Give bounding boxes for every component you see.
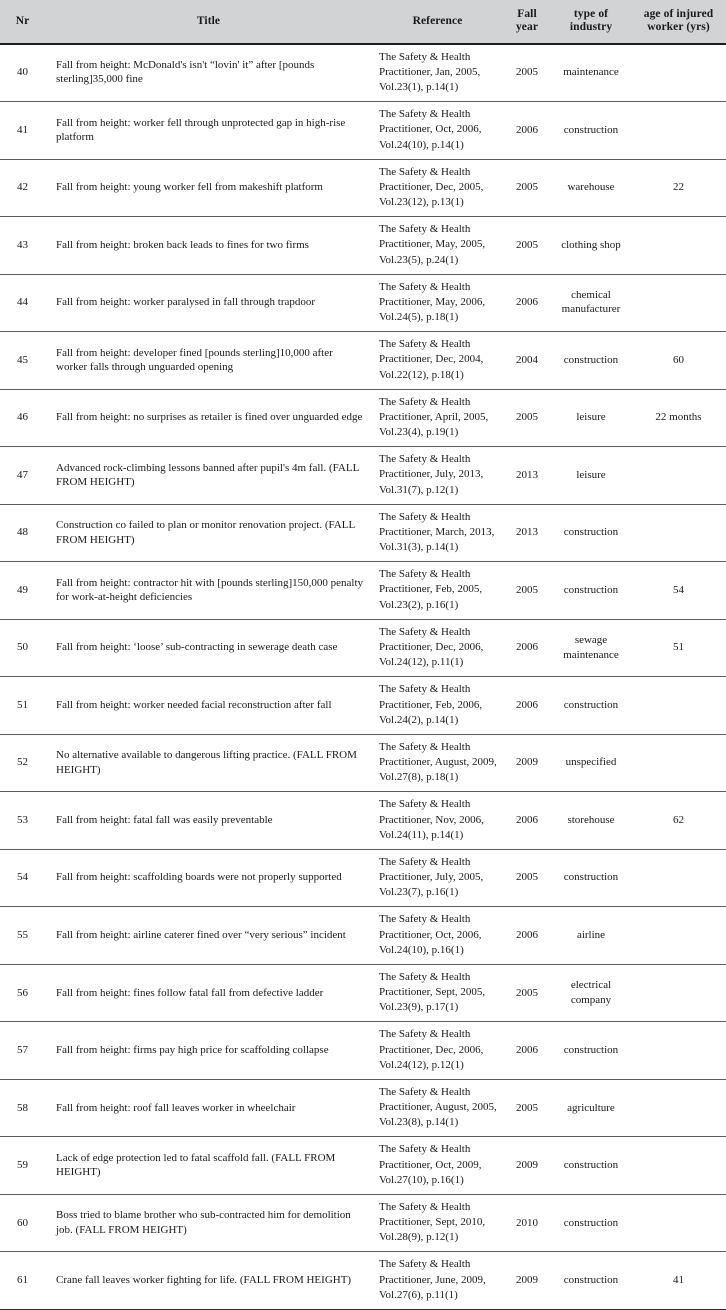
cell-nr: 53 [0, 792, 45, 850]
cell-reference: The Safety & Health Practitioner, August, 2009, Vol.27(8), p.18(1) [372, 734, 503, 792]
table-row [0, 619, 726, 677]
cell-fall-year: 2010 [503, 1194, 551, 1252]
cell-fall-year: 2006 [503, 619, 551, 677]
table-body [0, 44, 726, 1310]
table-row [0, 159, 726, 217]
cell-nr: 56 [0, 964, 45, 1022]
table-row [0, 274, 726, 332]
cell-reference: The Safety & Health Practitioner, Feb, 2006, Vol.24(2), p.14(1) [372, 677, 503, 735]
cell-type-of-industry: sewage maintenance [551, 619, 631, 677]
cell-title: Boss tried to blame brother who sub-contracted him for demolition job. (FALL FROM HEIGHT) [45, 1194, 372, 1252]
cell-nr: 45 [0, 332, 45, 390]
cell-fall-year: 2006 [503, 792, 551, 850]
table-row [0, 1252, 726, 1310]
column-header-nr: Nr [0, 1, 45, 44]
cell-title: Fall from height: young worker fell from makeshift platform [45, 159, 372, 217]
cell-fall-year: 2005 [503, 389, 551, 447]
cell-title: Fall from height: contractor hit with [pounds sterling]150,000 penalty for work-at-height deficiencies [45, 562, 372, 620]
table-row [0, 849, 726, 907]
table-row [0, 1079, 726, 1137]
cell-reference: The Safety & Health Practitioner, May, 2005, Vol.23(5), p.24(1) [372, 217, 503, 275]
table-row [0, 389, 726, 447]
table-row [0, 677, 726, 735]
cell-fall-year: 2005 [503, 159, 551, 217]
cell-type-of-industry: construction [551, 1252, 631, 1310]
cell-nr: 57 [0, 1022, 45, 1080]
cell-nr: 54 [0, 849, 45, 907]
table-row [0, 1194, 726, 1252]
cell-title: Fall from height: McDonald's isn't “lovin' it” after [pounds sterling]35,000 fine [45, 44, 372, 102]
cell-age-of-injured-worker: 60 [631, 332, 726, 390]
cell-reference: The Safety & Health Practitioner, Dec, 2005, Vol.23(12), p.13(1) [372, 159, 503, 217]
table-row [0, 102, 726, 160]
cell-type-of-industry: unspecified [551, 734, 631, 792]
cell-nr: 48 [0, 504, 45, 562]
cell-fall-year: 2006 [503, 1022, 551, 1080]
column-header-age-line1: age of injured [643, 8, 714, 20]
cell-fall-year: 2009 [503, 734, 551, 792]
column-header-industry-line1: type of [573, 8, 609, 20]
cell-title: Fall from height: scaffolding boards were not properly supported [45, 849, 372, 907]
cell-fall-year: 2006 [503, 677, 551, 735]
column-header-age-line2: worker (yrs) [647, 21, 710, 34]
column-header-type-of-industry [551, 1, 631, 44]
cell-type-of-industry: construction [551, 102, 631, 160]
cell-title: Fall from height: worker fell through unprotected gap in high-rise platform [45, 102, 372, 160]
table-header [0, 1, 726, 44]
cell-fall-year: 2005 [503, 217, 551, 275]
cell-fall-year: 2004 [503, 332, 551, 390]
cell-fall-year: 2005 [503, 964, 551, 1022]
column-header-age-of-injured-worker [631, 1, 726, 44]
cell-nr: 43 [0, 217, 45, 275]
cell-title: Fall from height: fatal fall was easily preventable [45, 792, 372, 850]
cell-nr: 42 [0, 159, 45, 217]
cell-age-of-injured-worker [631, 1022, 726, 1080]
cell-reference: The Safety & Health Practitioner, March, 2013, Vol.31(3), p.14(1) [372, 504, 503, 562]
cell-age-of-injured-worker [631, 734, 726, 792]
cell-title: Fall from height: fines follow fatal fall from defective ladder [45, 964, 372, 1022]
table-row [0, 907, 726, 965]
cell-age-of-injured-worker [631, 274, 726, 332]
column-header-reference: Reference [372, 1, 503, 44]
table-row [0, 447, 726, 505]
column-header-fall-year [503, 1, 551, 44]
cell-age-of-injured-worker: 41 [631, 1252, 726, 1310]
cell-age-of-injured-worker [631, 102, 726, 160]
column-header-fall-year-line2: year [515, 21, 539, 34]
cell-type-of-industry: construction [551, 1022, 631, 1080]
cell-reference: The Safety & Health Practitioner, Feb, 2005, Vol.23(2), p.16(1) [372, 562, 503, 620]
cell-title: Fall from height: airline caterer fined over “very serious” incident [45, 907, 372, 965]
cell-reference: The Safety & Health Practitioner, Sept, 2010, Vol.28(9), p.12(1) [372, 1194, 503, 1252]
cell-fall-year: 2005 [503, 849, 551, 907]
cell-type-of-industry: construction [551, 504, 631, 562]
cell-reference: The Safety & Health Practitioner, May, 2006, Vol.24(5), p.18(1) [372, 274, 503, 332]
cell-reference: The Safety & Health Practitioner, Nov, 2006, Vol.24(11), p.14(1) [372, 792, 503, 850]
cell-age-of-injured-worker [631, 217, 726, 275]
cell-reference: The Safety & Health Practitioner, July, 2013, Vol.31(7), p.12(1) [372, 447, 503, 505]
cell-nr: 44 [0, 274, 45, 332]
cell-age-of-injured-worker [631, 677, 726, 735]
cell-type-of-industry: construction [551, 1194, 631, 1252]
cell-type-of-industry: leisure [551, 389, 631, 447]
cell-nr: 60 [0, 1194, 45, 1252]
cell-title: Crane fall leaves worker fighting for life. (FALL FROM HEIGHT) [45, 1252, 372, 1310]
table-row [0, 44, 726, 102]
cell-fall-year: 2013 [503, 447, 551, 505]
cell-type-of-industry: electrical company [551, 964, 631, 1022]
cell-reference: The Safety & Health Practitioner, Jan, 2005, Vol.23(1), p.14(1) [372, 44, 503, 102]
cell-fall-year: 2005 [503, 44, 551, 102]
cell-title: No alternative available to dangerous lifting practice. (FALL FROM HEIGHT) [45, 734, 372, 792]
table-row [0, 332, 726, 390]
cell-age-of-injured-worker: 54 [631, 562, 726, 620]
cell-nr: 50 [0, 619, 45, 677]
cell-nr: 41 [0, 102, 45, 160]
cell-age-of-injured-worker [631, 964, 726, 1022]
table-row [0, 1137, 726, 1195]
cell-reference: The Safety & Health Practitioner, Oct, 2006, Vol.24(10), p.14(1) [372, 102, 503, 160]
cell-type-of-industry: airline [551, 907, 631, 965]
cell-title: Advanced rock-climbing lessons banned after pupil's 4m fall. (FALL FROM HEIGHT) [45, 447, 372, 505]
cell-reference: The Safety & Health Practitioner, June, 2009, Vol.27(6), p.11(1) [372, 1252, 503, 1310]
cell-title: Construction co failed to plan or monitor renovation project. (FALL FROM HEIGHT) [45, 504, 372, 562]
cell-age-of-injured-worker: 22 [631, 159, 726, 217]
cell-type-of-industry: construction [551, 1137, 631, 1195]
cell-reference: The Safety & Health Practitioner, April, 2005, Vol.23(4), p.19(1) [372, 389, 503, 447]
cell-type-of-industry: maintenance [551, 44, 631, 102]
cell-title: Fall from height: roof fall leaves worker in wheelchair [45, 1079, 372, 1137]
cell-title: Fall from height: ‘loose’ sub-contracting in sewerage death case [45, 619, 372, 677]
cell-type-of-industry: agriculture [551, 1079, 631, 1137]
cell-nr: 40 [0, 44, 45, 102]
cell-nr: 61 [0, 1252, 45, 1310]
cell-age-of-injured-worker [631, 44, 726, 102]
table-row [0, 504, 726, 562]
cell-age-of-injured-worker [631, 447, 726, 505]
cell-age-of-injured-worker [631, 1194, 726, 1252]
cell-title: Fall from height: no surprises as retailer is fined over unguarded edge [45, 389, 372, 447]
cell-nr: 55 [0, 907, 45, 965]
table-row [0, 562, 726, 620]
cell-title: Fall from height: worker paralysed in fall through trapdoor [45, 274, 372, 332]
cell-age-of-injured-worker: 22 months [631, 389, 726, 447]
cell-reference: The Safety & Health Practitioner, July, 2005, Vol.23(7), p.16(1) [372, 849, 503, 907]
cell-fall-year: 2005 [503, 1079, 551, 1137]
cell-nr: 46 [0, 389, 45, 447]
cell-reference: The Safety & Health Practitioner, August, 2005, Vol.23(8), p.14(1) [372, 1079, 503, 1137]
cell-type-of-industry: construction [551, 562, 631, 620]
column-header-title: Title [45, 1, 372, 44]
column-header-industry-line2: industry [569, 21, 613, 34]
cell-age-of-injured-worker [631, 907, 726, 965]
cell-title: Fall from height: firms pay high price for scaffolding collapse [45, 1022, 372, 1080]
cell-nr: 52 [0, 734, 45, 792]
cell-reference: The Safety & Health Practitioner, Sept, 2005, Vol.23(9), p.17(1) [372, 964, 503, 1022]
cell-fall-year: 2013 [503, 504, 551, 562]
cell-age-of-injured-worker: 62 [631, 792, 726, 850]
cell-type-of-industry: leisure [551, 447, 631, 505]
cell-nr: 47 [0, 447, 45, 505]
cell-reference: The Safety & Health Practitioner, Oct, 2006, Vol.24(10), p.16(1) [372, 907, 503, 965]
cell-age-of-injured-worker [631, 1079, 726, 1137]
cell-reference: The Safety & Health Practitioner, Oct, 2009, Vol.27(10), p.16(1) [372, 1137, 503, 1195]
cell-fall-year: 2006 [503, 102, 551, 160]
cell-age-of-injured-worker [631, 504, 726, 562]
cell-type-of-industry: chemical manufacturer [551, 274, 631, 332]
cell-type-of-industry: storehouse [551, 792, 631, 850]
cell-type-of-industry: construction [551, 849, 631, 907]
column-header-fall-year-line1: Fall [517, 8, 537, 20]
cell-type-of-industry: warehouse [551, 159, 631, 217]
cell-fall-year: 2006 [503, 274, 551, 332]
cell-nr: 51 [0, 677, 45, 735]
table-row [0, 792, 726, 850]
cell-title: Fall from height: broken back leads to fines for two firms [45, 217, 372, 275]
cell-fall-year: 2009 [503, 1252, 551, 1310]
cell-reference: The Safety & Health Practitioner, Dec, 2006, Vol.24(12), p.11(1) [372, 619, 503, 677]
cell-age-of-injured-worker: 51 [631, 619, 726, 677]
cell-title: Fall from height: worker needed facial reconstruction after fall [45, 677, 372, 735]
table-row [0, 217, 726, 275]
cell-nr: 58 [0, 1079, 45, 1137]
cell-age-of-injured-worker [631, 849, 726, 907]
cell-fall-year: 2009 [503, 1137, 551, 1195]
cell-type-of-industry: clothing shop [551, 217, 631, 275]
header-row [0, 1, 726, 44]
cell-nr: 59 [0, 1137, 45, 1195]
cell-type-of-industry: construction [551, 332, 631, 390]
cell-age-of-injured-worker [631, 1137, 726, 1195]
cell-reference: The Safety & Health Practitioner, Dec, 2004, Vol.22(12), p.18(1) [372, 332, 503, 390]
cell-title: Lack of edge protection led to fatal scaffold fall. (FALL FROM HEIGHT) [45, 1137, 372, 1195]
cell-title: Fall from height: developer fined [pounds sterling]10,000 after worker falls through unguarded opening [45, 332, 372, 390]
cell-fall-year: 2005 [503, 562, 551, 620]
table-row [0, 1022, 726, 1080]
table-row [0, 734, 726, 792]
table-row [0, 964, 726, 1022]
cell-reference: The Safety & Health Practitioner, Dec, 2006, Vol.24(12), p.12(1) [372, 1022, 503, 1080]
cell-fall-year: 2006 [503, 907, 551, 965]
cell-type-of-industry: construction [551, 677, 631, 735]
cell-nr: 49 [0, 562, 45, 620]
